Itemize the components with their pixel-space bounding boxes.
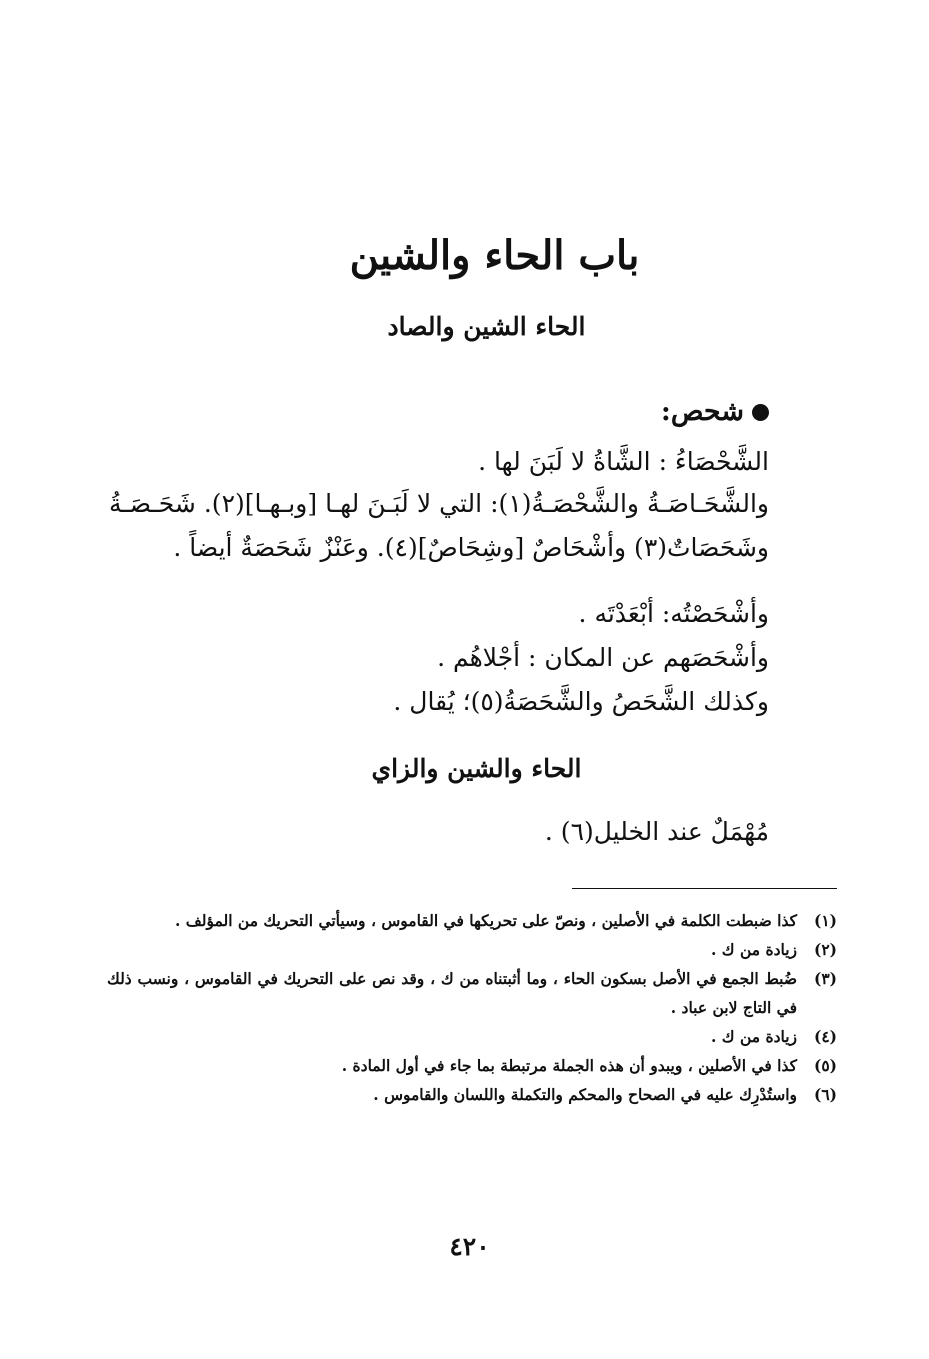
footnote-text: كذا ضبطت الكلمة في الأصلين ، ونصّ على تحريكها في القاموس ، وسيأتي التحريك من المؤلف . <box>174 911 797 930</box>
definition-line: الشَّحْصَاءُ : الشَّاةُ لا لَبَنَ لها . <box>478 447 769 476</box>
footnote-item <box>107 906 837 935</box>
footnotes <box>107 906 837 1109</box>
definition-line: وأشْحَصْتُه: أبْعَدْتَه . <box>578 599 769 628</box>
chapter-title: باب الحاء والشين <box>349 232 640 279</box>
entry-definition-2: والشَّحَـاصَـةُ والشَّحْصَـةُ(١): التي لا لَبَـنَ لهـا [وبـهـا](٢). شَحَـصَـةُ وشَحَصَاتٌ(٣) وأشْحَاصٌ [وشِحَاصٌ](٤). وعَنْزٌ شَحَصَةٌ أيضاً . <box>109 489 770 562</box>
footnote-item <box>107 1022 837 1051</box>
definition-line: مُهْمَلٌ عند الخليل(٦) . <box>544 817 769 846</box>
section-title-hsh-s: الحاء الشين والصاد <box>387 312 586 341</box>
footnote-number: (٣) <box>813 969 837 988</box>
footnote-item <box>107 935 837 964</box>
footnote-text: زيادة من ك . <box>710 940 797 959</box>
entry-root-heading <box>661 396 769 427</box>
footnote-text: كذا في الأصلين ، ويبدو أن هذه الجملة مرتبطة بما جاء في أول المادة . <box>341 1056 797 1075</box>
section-title-hsh-z: الحاء والشين والزاي <box>371 754 582 783</box>
footnote-item <box>107 964 837 1022</box>
footnote-divider <box>572 888 837 889</box>
footnote-number: (٥) <box>813 1056 837 1075</box>
footnote-text: ضُبط الجمع في الأصل بسكون الحاء ، وما أثبتناه من ك ، وقد نص على التحريك في القاموس ، ونسب ذلك في التاج لابن عباد . <box>107 969 797 1017</box>
footnote-number: (٦) <box>813 1085 837 1104</box>
footnote-number: (٤) <box>813 1027 837 1046</box>
definition-line: وكذلك الشَّحَصُ والشَّحَصَةُ(٥)؛ يُقال . <box>393 687 769 716</box>
footnote-text: واستُدْرِك عليه في الصحاح والمحكم والتكملة واللسان والقاموس . <box>373 1085 797 1104</box>
footnote-number: (٢) <box>813 940 837 959</box>
entry-root-label: شحص: <box>660 396 744 427</box>
footnote-number: (١) <box>813 911 837 930</box>
definition-line: وأشْحَصَهم عن المكان : أجْلاهُم . <box>437 643 769 672</box>
footnote-item <box>107 1080 837 1109</box>
page-number: ٤٢٠ <box>449 1232 490 1261</box>
entry-definition-1 <box>109 440 769 484</box>
entry-definitions-rest <box>109 592 769 724</box>
entry-definition-muhmal <box>109 810 769 854</box>
footnote-item <box>107 1051 837 1080</box>
footnote-text: زيادة من ك . <box>710 1027 797 1046</box>
bullet-icon <box>752 404 769 421</box>
